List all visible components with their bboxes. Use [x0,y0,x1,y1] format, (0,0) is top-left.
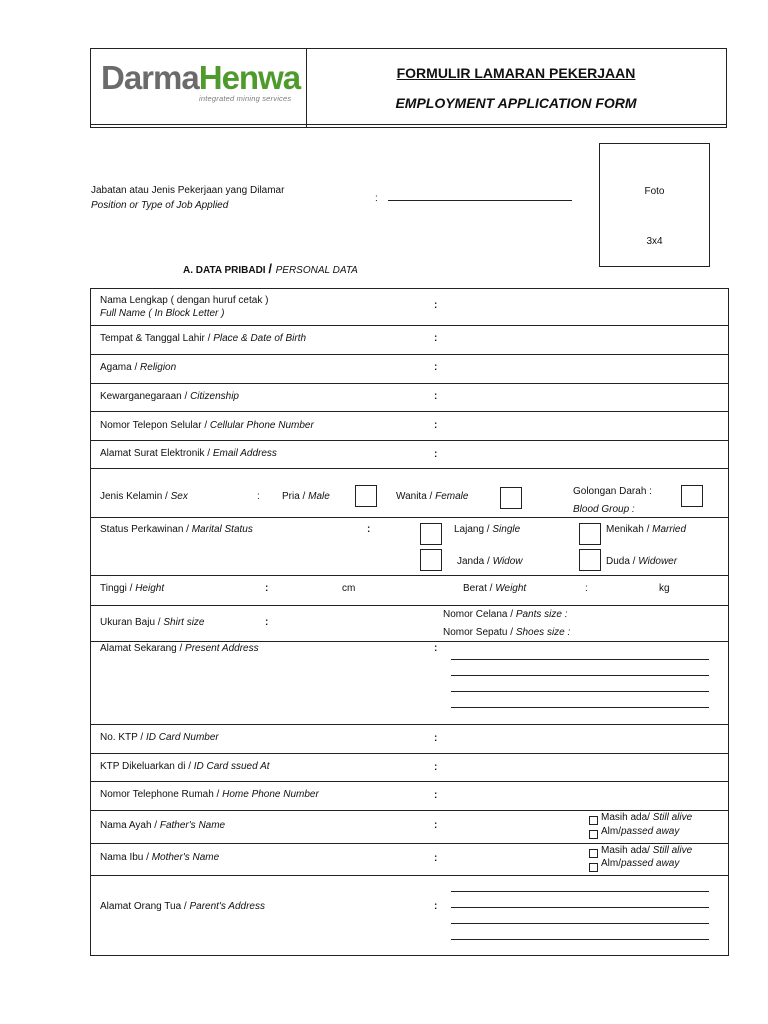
weight-unit: kg [659,583,670,594]
logo-part-1: Darma [101,59,199,96]
female-label: Wanita / Female [396,491,469,502]
full-name-colon: : [434,300,438,311]
shoes-label: Nomor Sepatu / Shoes size : [443,627,571,638]
mother-alive-checkbox[interactable] [589,849,598,858]
mother-passed-checkbox[interactable] [589,863,598,872]
marital-label: Status Perkawinan / Marital Status [100,524,253,535]
form-title: FORMULIR LAMARAN PEKERJAAN [396,65,636,81]
parents-address-line-4[interactable] [451,939,709,940]
birth-colon: : [434,333,438,344]
parents-address-line-2[interactable] [451,907,709,908]
widow-label: Janda / Widow [457,556,523,567]
marital-colon: : [367,524,371,535]
weight-colon: : [585,583,588,594]
logo-part-2: Henwa [198,59,301,96]
married-label: Menikah / Married [606,524,687,535]
father-colon: : [434,820,438,831]
male-label: Pria / Male [282,491,330,502]
ktp-colon: : [434,733,438,744]
mother-colon: : [434,853,438,864]
mother-alive-label: Masih ada/ Still alive [601,845,693,856]
father-label: Nama Ayah / Father's Name [100,820,226,831]
photo-box [599,143,710,267]
full-name-label-id: Nama Lengkap ( dengan huruf cetak ) [100,295,269,306]
company-logo [101,59,301,111]
birth-label: Tempat & Tanggal Lahir / Place & Date of Birth [100,333,307,344]
widower-checkbox[interactable] [579,549,601,571]
parents-address-colon: : [434,901,438,912]
logo-tagline: integrated mining services [199,94,292,103]
weight-label: Berat / Weight [463,583,527,594]
blood-group-label-id: Golongan Darah : [573,486,652,497]
section-a-title: A. DATA PRIBADI / PERSONAL DATA [183,261,358,276]
address-colon: : [434,643,438,654]
sex-label: Jenis Kelamin / Sex [100,491,188,502]
father-passed-label: Alm/passed away [601,826,680,837]
position-input-line[interactable] [388,200,572,201]
religion-label: Agama / Religion [100,362,177,373]
parents-address-line-1[interactable] [451,891,709,892]
height-unit: cm [342,583,356,594]
single-label: Lajang / Single [454,524,521,535]
widow-checkbox[interactable] [420,549,442,571]
home-phone-colon: : [434,790,438,801]
header-divider [306,49,307,127]
sex-colon: : [257,491,260,502]
form-header [90,48,727,128]
address-line-1[interactable] [451,659,709,660]
married-checkbox[interactable] [579,523,601,545]
shirt-label: Ukuran Baju / Shirt size [100,617,205,628]
photo-label: Foto [644,186,665,197]
ktp-issued-label: KTP Dikeluarkan di / ID Card ssued At [100,761,270,772]
email-colon: : [434,449,438,460]
ktp-issued-colon: : [434,762,438,773]
height-label: Tinggi / Height [100,583,165,594]
shirt-colon: : [265,617,269,628]
personal-data-table [90,288,729,956]
citizenship-colon: : [434,391,438,402]
cell-phone-colon: : [434,420,438,431]
parents-address-line-3[interactable] [451,923,709,924]
height-colon: : [265,583,269,594]
father-alive-label: Masih ada/ Still alive [601,812,693,823]
header-underline [91,124,726,125]
female-checkbox[interactable] [500,487,522,509]
cell-phone-label: Nomor Telepon Selular / Cellular Phone Number [100,420,314,431]
address-line-2[interactable] [451,675,709,676]
position-label-id: Jabatan atau Jenis Pekerjaan yang Dilamar [91,185,285,196]
email-label: Alamat Surat Elektronik / Email Address [100,448,277,459]
ktp-label: No. KTP / ID Card Number [100,732,219,743]
mother-label: Nama Ibu / Mother's Name [100,852,220,863]
blood-group-label-en: Blood Group : [573,504,635,515]
home-phone-label: Nomor Telephone Rumah / Home Phone Number [100,789,319,800]
pants-label: Nomor Celana / Pants size : [443,609,568,620]
citizenship-label: Kewarganegaraan / Citizenship [100,391,239,402]
photo-size: 3x4 [646,236,663,247]
mother-passed-label: Alm/passed away [601,858,680,869]
widower-label: Duda / Widower [606,556,678,567]
male-checkbox[interactable] [355,485,377,507]
father-passed-checkbox[interactable] [589,830,598,839]
form-subtitle: EMPLOYMENT APPLICATION FORM [395,95,637,111]
position-colon: : [375,193,378,204]
single-checkbox[interactable] [420,523,442,545]
blood-group-box[interactable] [681,485,703,507]
father-alive-checkbox[interactable] [589,816,598,825]
full-name-label-en: Full Name ( In Block Letter ) [100,308,225,319]
address-line-3[interactable] [451,691,709,692]
address-label: Alamat Sekarang / Present Address [100,643,259,654]
parents-address-label: Alamat Orang Tua / Parent's Address [100,901,265,912]
address-line-4[interactable] [451,707,709,708]
position-label-en: Position or Type of Job Applied [91,200,229,211]
religion-colon: : [434,362,438,373]
